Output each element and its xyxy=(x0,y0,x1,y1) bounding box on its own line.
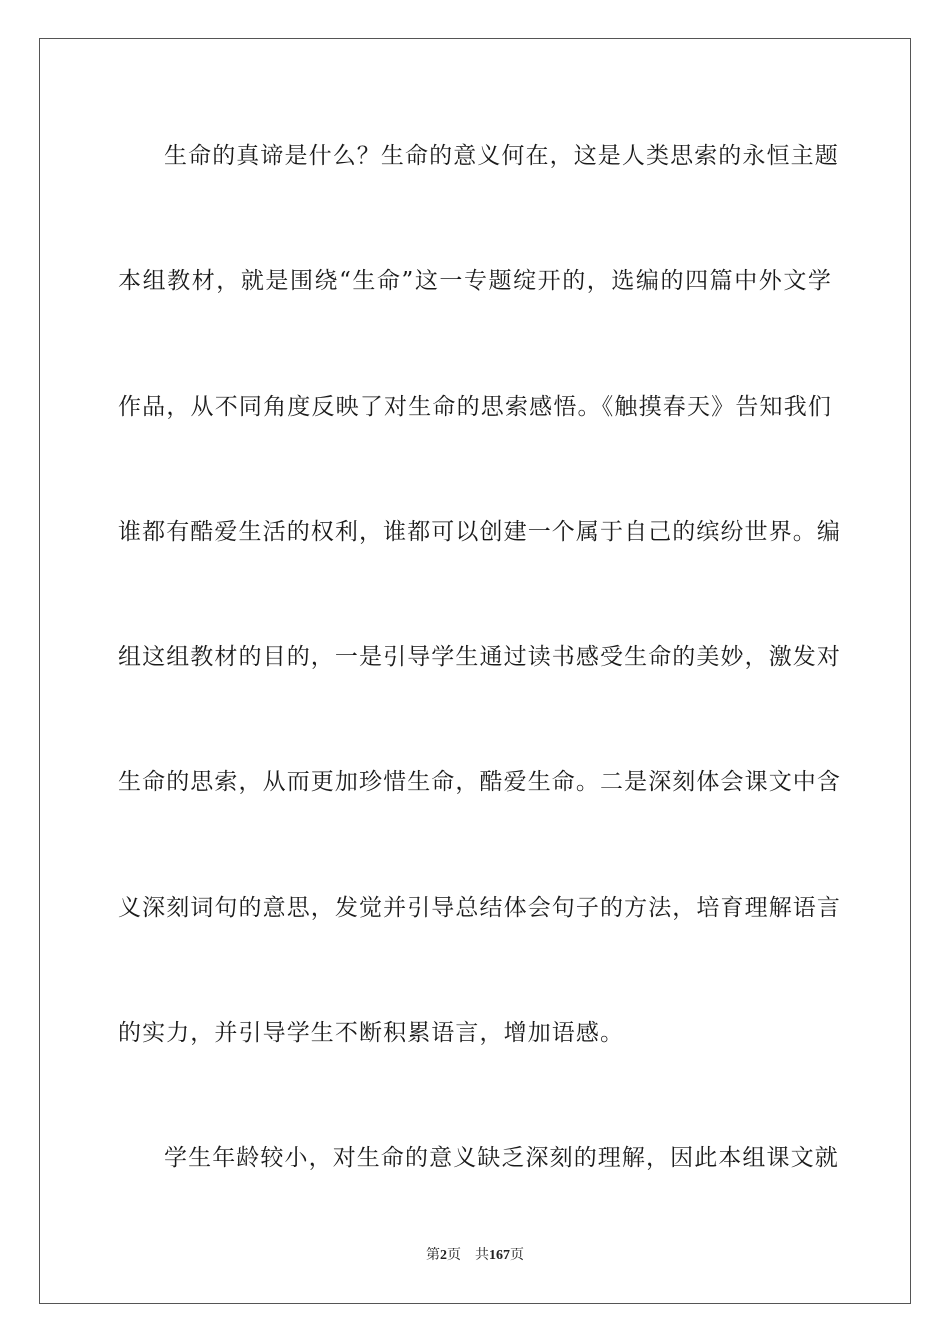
paragraph-2-line-1: 学生年龄较小，对生命的意义缺乏深刻的理解，因此本组课文就 xyxy=(164,1145,839,1172)
page-number: 2 xyxy=(440,1248,447,1263)
total-suffix: 页 xyxy=(510,1247,524,1263)
paragraph-1-line-1: 生命的真谛是什么？生命的意义何在，这是人类思索的永恒主题 xyxy=(164,143,839,169)
document-body xyxy=(118,125,841,1253)
paragraph-1-line-2: 本组教材，就是围绕“生命”这一专题绽开的，选编的四篇中外文学 xyxy=(118,268,832,295)
page-footer xyxy=(0,1244,950,1264)
page-prefix: 第 xyxy=(426,1247,440,1263)
paragraph-1-line-6: 生命的思索，从而更加珍惜生命，酷爱生命。二是深刻体会课文中含 xyxy=(118,769,841,796)
paragraph-1-line-3: 作品，从不同角度反映了对生命的思索感悟。《触摸春天》告知我们 xyxy=(118,393,832,420)
paragraph-1-line-4: 谁都有酷爱生活的权利，谁都可以创建一个属于自己的缤纷世界。编 xyxy=(118,518,841,545)
paragraph-1-line-8: 的实力，并引导学生不断积累语言，增加语感。 xyxy=(118,1020,625,1047)
paragraph-1-line-5: 组这组教材的目的，一是引导学生通过读书感受生命的美妙，激发对 xyxy=(118,644,841,671)
paragraph-1-line-7: 义深刻词句的意思，发觉并引导总结体会句子的方法，培育理解语言 xyxy=(118,894,841,921)
page-suffix: 页 xyxy=(447,1247,461,1263)
total-prefix: 共 xyxy=(475,1247,489,1263)
total-pages: 167 xyxy=(489,1248,510,1263)
